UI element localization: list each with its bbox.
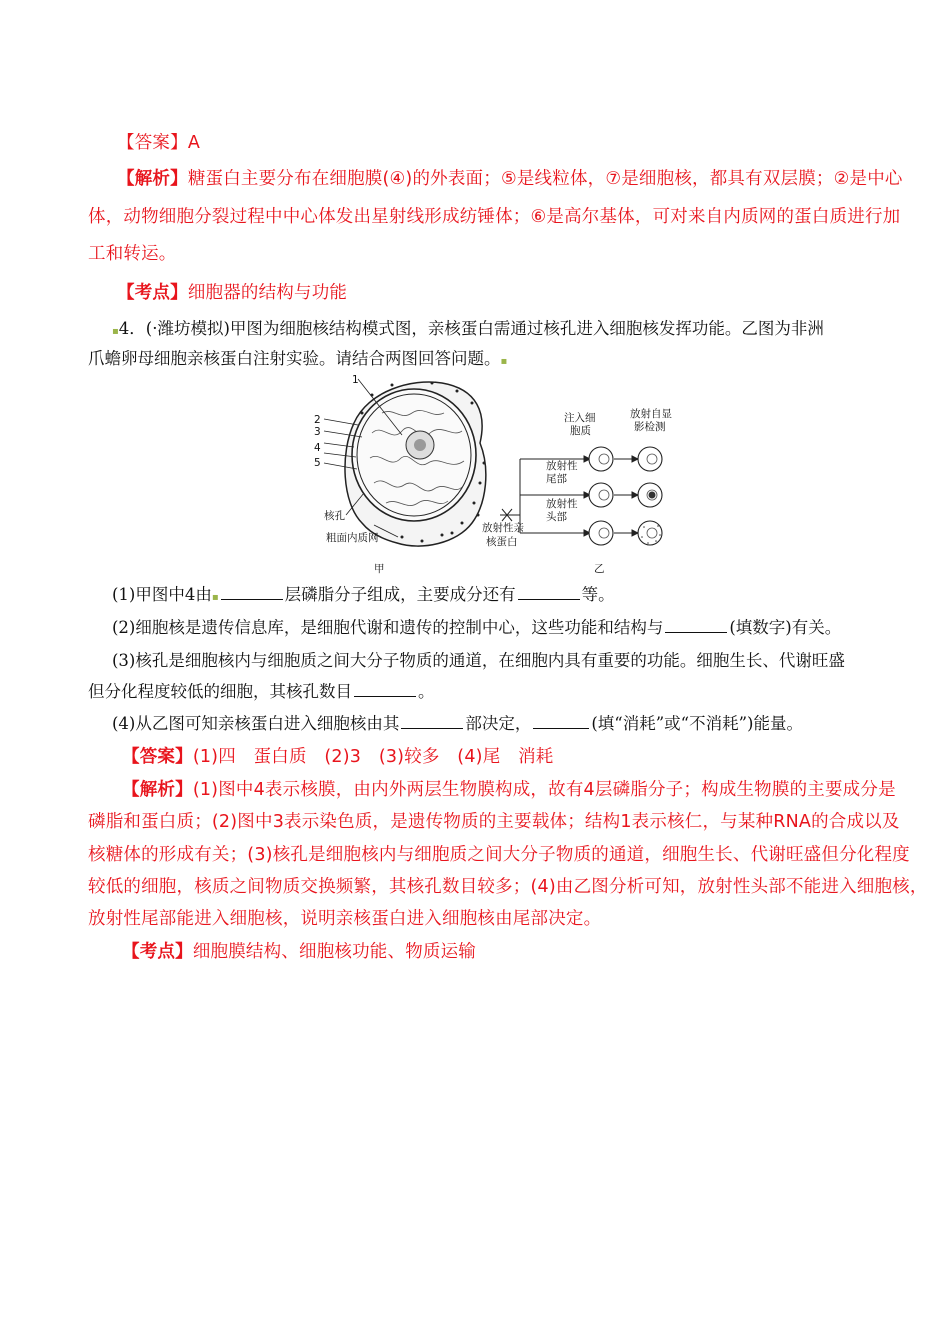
caption-jia: 甲: [374, 563, 385, 575]
answer-tag: 【答案】: [117, 133, 188, 153]
figure-jia: [314, 374, 486, 575]
subquestion-3-line-1: (3)核孔是细胞核内与细胞质之间大分子物质的通道，在细胞内具有重要的功能。细胞生长、代谢旺盛: [112, 651, 845, 670]
edit-mark-icon: ▪: [211, 592, 219, 603]
answer4-analysis-line-2: 磷脂和蛋白质；(2)图中3表示染色质，是遗传物质的主要载体；结构1表示核仁，与某种RNA的合成以及: [88, 812, 900, 832]
subquestion-4: (4)从乙图可知亲核蛋白进入细胞核由其 部决定， (填“消耗”或“不消耗”)能量。: [112, 710, 803, 734]
analysis-tag: 【解析】: [122, 780, 193, 800]
protein-symbol: [500, 509, 514, 521]
figure-yi: [482, 407, 672, 575]
answer-blank[interactable]: [518, 583, 580, 601]
answer-tag: 【答案】: [122, 747, 193, 767]
label-nuclear-pore: 核孔: [324, 510, 345, 522]
prev-analysis-line-3: 工和转运。: [88, 244, 177, 264]
prev-kaodian: [117, 279, 347, 304]
answer-blank[interactable]: [533, 712, 589, 730]
kaodian-tag: 【考点】: [122, 942, 193, 962]
answer4-analysis-line-5: 放射性尾部能进入细胞核，说明亲核蛋白进入细胞核由尾部决定。: [88, 909, 602, 929]
label-4: 4: [314, 442, 321, 454]
answer4-line: [122, 743, 554, 768]
question4-stem-line-1: ▪4．(·潍坊模拟)甲图为细胞核结构模式图，亲核蛋白需通过核孔进入细胞核发挥功能。乙图为非洲: [112, 319, 824, 338]
answer4-analysis-line-4: 较低的细胞，核质之间物质交换频繁，其核孔数目较多；(4)由乙图分析可知，放射性头部不能进入细胞核，: [88, 877, 928, 897]
answer-blank[interactable]: [665, 616, 727, 634]
label-protein-1: 放射性亲: [482, 522, 524, 534]
label-inject-2: 胞质: [570, 425, 591, 437]
answer4-kaodian: [122, 938, 476, 963]
prev-answer: [117, 129, 200, 154]
question4-stem-line-2: 爪蟾卵母细胞亲核蛋白注射实验。请结合两图回答问题。▪: [88, 349, 508, 368]
label-3: 3: [314, 426, 321, 438]
answer-text: (1)四 蛋白质 (2)3 (3)较多 (4)尾 消耗: [192, 747, 554, 767]
subquestion-3-line-2: 但分化程度较低的细胞，其核孔数目 。: [88, 678, 435, 702]
edit-mark-icon: ▪: [112, 326, 119, 337]
label-1: 1: [352, 374, 359, 386]
answer-value: A: [187, 133, 200, 153]
nucleolus-core: [414, 439, 426, 451]
answer-blank[interactable]: [221, 583, 283, 601]
label-tail-2: 尾部: [546, 473, 567, 485]
label-detect-1: 放射自显: [630, 408, 672, 420]
edit-mark-icon: ▪: [500, 356, 508, 367]
label-inject-1: 注入细: [564, 412, 596, 424]
answer4-analysis-line-1: 【解析】(1)图中4表示核膜，由内外两层生物膜构成，故有4层磷脂分子；构成生物膜的主要成分是: [122, 780, 896, 800]
label-2: 2: [314, 414, 321, 426]
answer4-analysis-line-3: 核糖体的形成有关；(3)核孔是细胞核内与细胞质之间大分子物质的通道，细胞生长、代谢旺盛但分化程度: [88, 845, 910, 865]
subquestion-1: (1)甲图中4由▪ 层磷脂分子组成，主要成分还有 等。: [112, 581, 615, 605]
label-rough-er: 粗面内质网: [326, 532, 379, 544]
answer-blank[interactable]: [354, 680, 416, 698]
kaodian-text: 细胞膜结构、细胞核功能、物质运输: [192, 942, 477, 962]
label-detect-2: 影检测: [634, 421, 666, 433]
subquestion-2: (2)细胞核是遗传信息库，是细胞代谢和遗传的控制中心，这些功能和结构与 (填数字)有关。: [112, 614, 841, 638]
label-5: 5: [314, 457, 321, 469]
label-protein-2: 核蛋白: [486, 536, 518, 548]
caption-yi: 乙: [594, 563, 605, 575]
nucleus-figure: [302, 373, 692, 578]
label-tail-1: 放射性: [546, 460, 578, 472]
kaodian-tag: 【考点】: [117, 283, 188, 303]
label-head-1: 放射性: [546, 498, 578, 510]
kaodian-text: 细胞器的结构与功能: [187, 283, 348, 303]
labeled-nucleus: [649, 492, 656, 499]
prev-analysis-line-2: 体，动物细胞分裂过程中中心体发出星射线形成纺锤体；⑥是高尔基体，可对来自内质网的蛋白质进行加: [88, 207, 901, 227]
prev-analysis-line-1: 【解析】糖蛋白主要分布在细胞膜(④)的外表面；⑤是线粒体，⑦是细胞核，都具有双层膜；②是中心: [117, 169, 903, 189]
label-head-2: 头部: [546, 511, 567, 523]
answer-blank[interactable]: [401, 712, 463, 730]
analysis-tag: 【解析】: [117, 169, 188, 189]
